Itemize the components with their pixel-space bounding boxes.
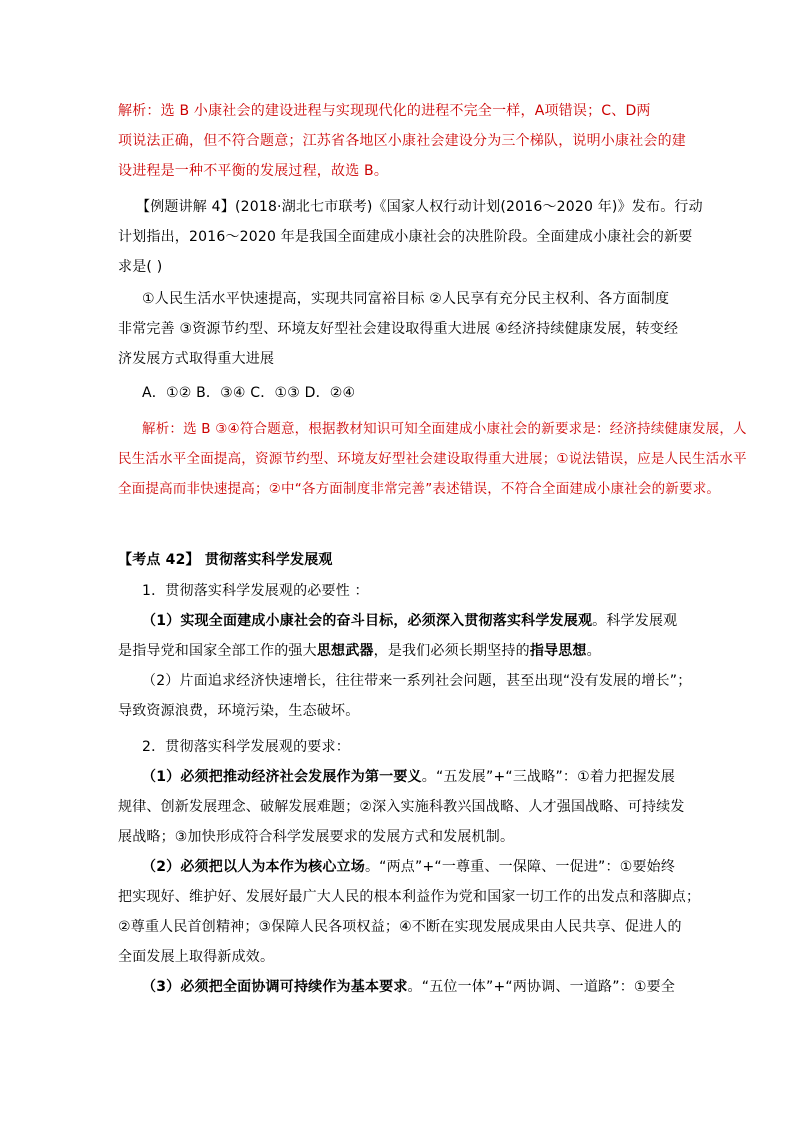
- section-2-para-2-line-3: ②尊重人民首创精神；③保障人民各项权益；④不断在实现发展成果由人民共享、促进人的: [118, 919, 682, 935]
- section-2: [118, 732, 701, 1002]
- section-1-title: 1．贯彻落实科学发展观的必要性 ：: [142, 583, 369, 599]
- text-run: ，是我们必须长期坚持的: [373, 643, 530, 659]
- section-1-para-2-line-1: （2）片面追求经济快速增长，往往带来一系列社会问题，甚至出现“没有发展的增长”；: [142, 673, 692, 689]
- example-4-choices: [118, 378, 678, 408]
- example-4-question: [118, 192, 703, 282]
- section-2-title: 2．贯彻落实科学发展观的要求：: [142, 739, 350, 755]
- example-4-line-3: 求是( ): [118, 259, 163, 275]
- section-2-para-1-line-3: 展战略；③加快形成符合科学发展要求的发展方式和发展机制。: [118, 829, 515, 845]
- analysis-1-line-3: 设进程是一种不平衡的发展过程，故选 B。: [118, 163, 389, 179]
- analysis-2: [118, 414, 758, 504]
- analysis-2-line-1: 解析：选 B ③④符合题意，根据教材知识可知全面建成小康社会的新要求是：经济持续健康发展，人: [142, 421, 747, 437]
- section-1-para-1-rest: 。科学发展观: [592, 613, 678, 629]
- example-4-option-line-2: 非常完善 ③资源节约型、环境友好型社会建设取得重大进展 ④经济持续健康发展，转变经: [118, 321, 679, 337]
- section-2-para-2-bold: （2）必须把以人为本作为核心立场: [142, 859, 365, 875]
- analysis-1-line-1: 解析：选 B 小康社会的建设进程与实现现代化的进程不完全一样，A项错误；C、D两: [118, 103, 651, 119]
- section-1-para-1-line-2: [118, 636, 678, 666]
- section-1-para-1-line-1: [118, 606, 678, 636]
- section-2-para-1-bold: （1）必须把推动经济社会发展作为第一要义: [142, 769, 422, 785]
- section-2-para-1-line-2: 规律、创新发展理念、破解发展难题；②深入实施科教兴国战略、人才强国战略、可持续发: [118, 799, 685, 815]
- example-4-option-line-1: ①人民生活水平快速提高，实现共同富裕目标 ②人民享有充分民主权利、各方面制度: [142, 291, 670, 307]
- example-4-option-line-3: 济发展方式取得重大进展: [118, 351, 275, 367]
- example-4-options: [118, 284, 678, 374]
- text-run: 。: [586, 643, 601, 659]
- analysis-2-line-2: 民生活水平全面提高，资源节约型、环境友好型社会建设取得重大进展；①说法错误，应是人民生活水平: [118, 451, 747, 467]
- analysis-1: [118, 96, 686, 186]
- analysis-1-line-2: 项说法正确，但不符合题意；江苏省各地区小康社会建设分为三个梯队，说明小康社会的建: [118, 133, 686, 149]
- bold-term-guiding-thought: 指导思想: [529, 643, 587, 659]
- section-2-para-2-rest: 。“两点”+“一尊重、一保障、一促进”：①要始终: [364, 859, 676, 875]
- example-4-line-1: 【例题讲解 4】(2018·湖北七市联考)《国家人权行动计划(2016～2020 年)》发布。行动: [136, 199, 703, 215]
- kaodian-heading: 【考点 42】 贯彻落实科学发展观: [118, 552, 333, 568]
- section-2-para-3-bold: （3）必须把全面协调可持续作为基本要求: [142, 979, 408, 995]
- bold-term-thought-weapon: 思想武器: [316, 643, 374, 659]
- section-heading-kaodian-42: [118, 545, 678, 575]
- example-4-line-2: 计划指出，2016～2020 年是我国全面建成小康社会的决胜阶段。全面建成小康社会的新要: [118, 229, 693, 245]
- section-2-para-2-line-4: 全面发展上取得新成效。: [118, 949, 275, 965]
- section-1-para-1-bold: （1）实现全面建成小康社会的奋斗目标，必须深入贯彻落实科学发展观: [142, 613, 593, 629]
- choices-line: A．①② B．③④ C．①③ D．②④: [142, 385, 356, 401]
- section-2-para-1-rest: 。“五发展”+“三战略”：①着力把握发展: [421, 769, 676, 785]
- section-2-para-3-rest: 。“五位一体”+“两协调、一道路”：①要全: [407, 979, 676, 995]
- section-2-para-3-line-1: [118, 972, 678, 1002]
- text-run: 是指导党和国家全部工作的强大: [118, 643, 317, 659]
- section-1: [118, 576, 692, 726]
- analysis-2-line-3: 全面提高而非快速提高；②中“各方面制度非常完善”表述错误，不符合全面建成小康社会的新要求。: [118, 481, 721, 497]
- section-1-para-2-line-2: 导致资源浪费，环境污染，生态破坏。: [118, 703, 360, 719]
- section-2-para-1-line-1: [118, 762, 678, 792]
- section-2-para-2-line-2: 把实现好、维护好、发展好最广大人民的根本利益作为党和国家一切工作的出发点和落脚点；: [118, 889, 701, 905]
- section-2-para-2-line-1: [118, 852, 678, 882]
